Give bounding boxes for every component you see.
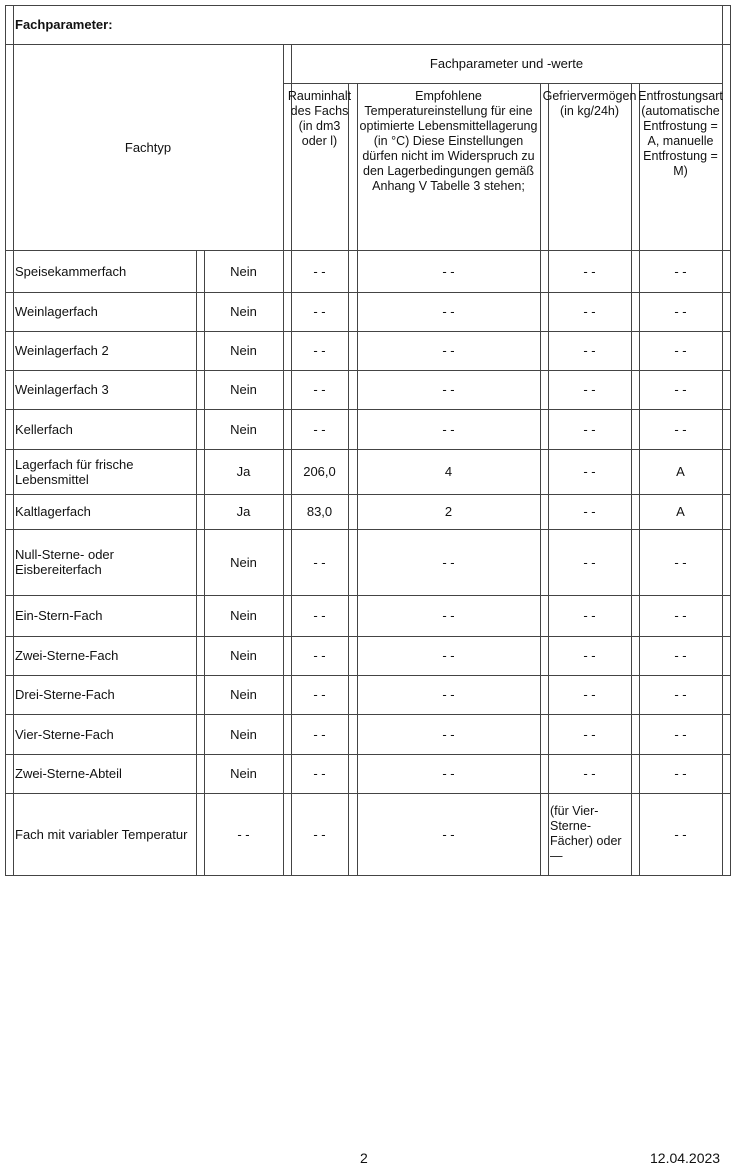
cell-freezing bbox=[548, 529, 631, 595]
cell-defrost bbox=[639, 494, 722, 529]
cell-defrost-text: - - bbox=[674, 304, 687, 319]
cell-type bbox=[13, 449, 196, 494]
cell-defrost bbox=[639, 714, 722, 754]
cell-temperature bbox=[357, 494, 540, 529]
cell-volume-text: - - bbox=[313, 304, 326, 319]
cell-type bbox=[13, 793, 196, 875]
cell-type-text: Null-Sterne- oder Eisbereiterfach bbox=[15, 547, 114, 577]
cell-temperature-text: 4 bbox=[444, 464, 453, 479]
cell-temperature-text: - - bbox=[442, 648, 455, 663]
cell-present bbox=[204, 675, 283, 714]
cell-present bbox=[204, 370, 283, 409]
header-group-text: Fachparameter und -werte bbox=[429, 56, 584, 71]
header-freezing-text: Gefriervermögen (in kg/24h) bbox=[542, 89, 637, 118]
cell-defrost-text: - - bbox=[674, 726, 687, 742]
header-temperature bbox=[357, 89, 540, 250]
cell-type bbox=[13, 595, 196, 636]
cell-defrost bbox=[639, 636, 722, 675]
cell-volume-text: - - bbox=[313, 766, 326, 781]
cell-present-text: Nein bbox=[230, 608, 257, 623]
cell-defrost-text: - - bbox=[674, 608, 687, 623]
cell-type-text: Weinlagerfach 2 bbox=[15, 343, 109, 358]
header-fachtyp-text: Fachtyp bbox=[124, 139, 172, 155]
cell-present-text: Nein bbox=[230, 263, 257, 279]
cell-temperature-text: - - bbox=[442, 343, 455, 358]
cell-present bbox=[204, 595, 283, 636]
cell-temperature-text: 2 bbox=[444, 504, 453, 519]
cell-defrost-text: - - bbox=[674, 826, 687, 842]
cell-temperature-text: - - bbox=[442, 608, 455, 623]
cell-volume-text: - - bbox=[313, 382, 326, 397]
header-volume bbox=[287, 89, 352, 250]
cell-freezing-text: (für Vier-Sterne-Fächer) oder — bbox=[550, 804, 622, 863]
cell-type bbox=[13, 675, 196, 714]
cell-type-text: Weinlagerfach 3 bbox=[15, 382, 109, 397]
cell-type bbox=[13, 331, 196, 370]
cell-volume bbox=[291, 595, 348, 636]
cell-temperature-text: - - bbox=[442, 304, 455, 319]
cell-temperature-text: - - bbox=[442, 687, 455, 702]
cell-present-text: Nein bbox=[230, 421, 257, 437]
cell-present-text: Nein bbox=[230, 343, 257, 358]
cell-present-text: Nein bbox=[230, 726, 257, 742]
cell-present bbox=[204, 636, 283, 675]
cell-temperature-text: - - bbox=[442, 382, 455, 397]
cell-present bbox=[204, 714, 283, 754]
cell-present-text: Ja bbox=[236, 504, 251, 519]
cell-present bbox=[204, 331, 283, 370]
cell-freezing-text: - - bbox=[583, 726, 596, 742]
cell-freezing-text: - - bbox=[583, 687, 596, 702]
cell-defrost-text: A bbox=[676, 504, 685, 519]
cell-freezing-text: - - bbox=[583, 766, 596, 781]
cell-present-text: Nein bbox=[230, 766, 257, 781]
cell-freezing bbox=[548, 449, 631, 494]
cell-present bbox=[204, 793, 283, 875]
cell-type-text: Weinlagerfach bbox=[15, 304, 98, 319]
cell-freezing-text: - - bbox=[583, 504, 596, 519]
cell-defrost bbox=[639, 250, 722, 292]
cell-temperature bbox=[357, 714, 540, 754]
header-freezing bbox=[542, 89, 637, 250]
cell-defrost-text: - - bbox=[674, 263, 687, 279]
cell-freezing bbox=[548, 370, 631, 409]
cell-volume-text: - - bbox=[313, 648, 326, 663]
cell-type bbox=[13, 292, 196, 331]
cell-volume-text: - - bbox=[313, 826, 326, 842]
cell-volume-text: 83,0 bbox=[306, 504, 333, 519]
cell-volume-text: - - bbox=[313, 554, 326, 570]
cell-temperature bbox=[357, 529, 540, 595]
cell-defrost-text: - - bbox=[674, 687, 687, 702]
border-right bbox=[730, 5, 731, 876]
cell-volume bbox=[291, 529, 348, 595]
cell-type bbox=[13, 409, 196, 449]
cell-freezing-text: - - bbox=[583, 464, 596, 479]
cell-present-text: Nein bbox=[230, 687, 257, 702]
border-bottom bbox=[5, 875, 730, 876]
cell-temperature-text: - - bbox=[442, 421, 455, 437]
cell-temperature-text: - - bbox=[442, 554, 455, 570]
cell-temperature bbox=[357, 449, 540, 494]
cell-present bbox=[204, 250, 283, 292]
cell-defrost-text: - - bbox=[674, 421, 687, 437]
cell-type bbox=[13, 370, 196, 409]
cell-freezing bbox=[548, 714, 631, 754]
cell-volume bbox=[291, 754, 348, 793]
cell-temperature bbox=[357, 595, 540, 636]
cell-volume-text: - - bbox=[313, 421, 326, 437]
cell-present-text: - - bbox=[237, 826, 250, 842]
cell-temperature bbox=[357, 292, 540, 331]
cell-present-text: Nein bbox=[230, 382, 257, 397]
cell-present-text: Nein bbox=[230, 554, 257, 570]
cell-type-text: Vier-Sterne-Fach bbox=[15, 726, 114, 742]
cell-defrost-text: - - bbox=[674, 382, 687, 397]
cell-defrost bbox=[639, 370, 722, 409]
cell-freezing bbox=[548, 331, 631, 370]
cell-freezing bbox=[548, 636, 631, 675]
cell-freezing-text: - - bbox=[583, 343, 596, 358]
col-divider bbox=[196, 250, 197, 876]
col-divider bbox=[631, 83, 632, 876]
cell-volume bbox=[291, 449, 348, 494]
cell-present bbox=[204, 292, 283, 331]
cell-type-text: Kaltlagerfach bbox=[15, 504, 91, 519]
cell-type bbox=[13, 529, 196, 595]
col-divider bbox=[283, 44, 284, 876]
cell-volume bbox=[291, 714, 348, 754]
cell-volume bbox=[291, 409, 348, 449]
cell-freezing-text: - - bbox=[583, 554, 596, 570]
cell-type bbox=[13, 714, 196, 754]
cell-freezing bbox=[548, 494, 631, 529]
header-fachtyp bbox=[13, 44, 283, 250]
cell-volume bbox=[291, 250, 348, 292]
cell-volume bbox=[291, 331, 348, 370]
cell-freezing bbox=[548, 675, 631, 714]
cell-freezing bbox=[548, 292, 631, 331]
cell-freezing bbox=[548, 754, 631, 793]
cell-temperature bbox=[357, 675, 540, 714]
cell-freezing-text: - - bbox=[583, 608, 596, 623]
cell-volume bbox=[291, 636, 348, 675]
cell-freezing bbox=[548, 793, 631, 875]
cell-freezing bbox=[548, 409, 631, 449]
cell-temperature bbox=[357, 331, 540, 370]
cell-type bbox=[13, 636, 196, 675]
cell-defrost bbox=[639, 675, 722, 714]
header-defrost bbox=[639, 89, 722, 250]
cell-freezing-text: - - bbox=[583, 304, 596, 319]
cell-defrost bbox=[639, 793, 722, 875]
cell-temperature bbox=[357, 409, 540, 449]
cell-defrost-text: - - bbox=[674, 343, 687, 358]
cell-type-text: Kellerfach bbox=[15, 421, 73, 437]
cell-temperature bbox=[357, 250, 540, 292]
header-volume-text: Rauminhalt des Fachs (in dm3 oder l) bbox=[287, 89, 352, 148]
cell-defrost bbox=[639, 529, 722, 595]
cell-temperature-text: - - bbox=[442, 726, 455, 742]
section-title bbox=[13, 5, 713, 44]
cell-present bbox=[204, 449, 283, 494]
cell-present bbox=[204, 529, 283, 595]
cell-defrost bbox=[639, 754, 722, 793]
cell-present-text: Nein bbox=[230, 304, 257, 319]
cell-volume bbox=[291, 494, 348, 529]
cell-temperature bbox=[357, 793, 540, 875]
cell-volume bbox=[291, 675, 348, 714]
header-group bbox=[291, 44, 722, 83]
cell-type bbox=[13, 494, 196, 529]
cell-volume-text: - - bbox=[313, 343, 326, 358]
cell-defrost bbox=[639, 331, 722, 370]
cell-defrost bbox=[639, 595, 722, 636]
cell-defrost-text: - - bbox=[674, 766, 687, 781]
cell-type bbox=[13, 754, 196, 793]
cell-type-text: Fach mit variabler Temperatur bbox=[15, 826, 188, 842]
cell-present-text: Ja bbox=[236, 464, 251, 479]
cell-type-text: Zwei-Sterne-Abteil bbox=[15, 766, 122, 781]
cell-temperature bbox=[357, 754, 540, 793]
border-left bbox=[5, 5, 6, 876]
col-divider bbox=[540, 83, 541, 876]
cell-type-text: Speisekammerfach bbox=[15, 263, 127, 279]
cell-defrost bbox=[639, 292, 722, 331]
page-number: 2 bbox=[360, 1150, 368, 1166]
cell-volume-text: - - bbox=[313, 726, 326, 742]
cell-freezing-text: - - bbox=[583, 263, 596, 279]
cell-volume-text: - - bbox=[313, 263, 326, 279]
fachparameter-table bbox=[5, 5, 730, 876]
cell-volume-text: - - bbox=[313, 608, 326, 623]
cell-defrost bbox=[639, 409, 722, 449]
cell-present bbox=[204, 494, 283, 529]
cell-temperature-text: - - bbox=[442, 263, 455, 279]
cell-defrost bbox=[639, 449, 722, 494]
cell-type-text: Zwei-Sterne-Fach bbox=[15, 648, 119, 663]
cell-defrost-text: - - bbox=[674, 554, 687, 570]
cell-temperature bbox=[357, 370, 540, 409]
cell-freezing bbox=[548, 250, 631, 292]
cell-type bbox=[13, 250, 196, 292]
cell-freezing-text: - - bbox=[583, 421, 596, 437]
cell-volume bbox=[291, 292, 348, 331]
header-defrost-text: Entfrostungsart (automatische Entfrostung = A, manuelle Entfrostung = M) bbox=[638, 89, 723, 178]
col-divider bbox=[348, 83, 349, 876]
cell-defrost-text: - - bbox=[674, 648, 687, 663]
cell-freezing-text: - - bbox=[583, 382, 596, 397]
cell-volume bbox=[291, 793, 348, 875]
footer-date: 12.04.2023 bbox=[650, 1150, 721, 1166]
header-temperature-text: Empfohlene Temperatureinstellung für eine optimierte Lebensmittellagerung (in °C) Diese Einstellungen dürfen nicht im Widerspruch zu den Lagerbedingungen gemäß Anhang V Tabelle 3 stehen; bbox=[359, 89, 538, 193]
cell-temperature-text: - - bbox=[442, 826, 455, 842]
cell-volume-text: - - bbox=[313, 687, 326, 702]
cell-present bbox=[204, 409, 283, 449]
cell-freezing bbox=[548, 595, 631, 636]
cell-volume-text: 206,0 bbox=[303, 464, 336, 479]
cell-temperature-text: - - bbox=[442, 766, 455, 781]
cell-defrost-text: A bbox=[676, 464, 685, 479]
cell-type-text: Drei-Sterne-Fach bbox=[15, 687, 115, 702]
cell-present-text: Nein bbox=[230, 648, 257, 663]
cell-present bbox=[204, 754, 283, 793]
cell-type-text: Ein-Stern-Fach bbox=[15, 608, 103, 623]
cell-volume bbox=[291, 370, 348, 409]
cell-temperature bbox=[357, 636, 540, 675]
cell-freezing-text: - - bbox=[583, 648, 596, 663]
cell-type-text: Lagerfach für frische Lebensmittel bbox=[15, 456, 134, 487]
section-title-text: Fachparameter: bbox=[15, 17, 113, 32]
